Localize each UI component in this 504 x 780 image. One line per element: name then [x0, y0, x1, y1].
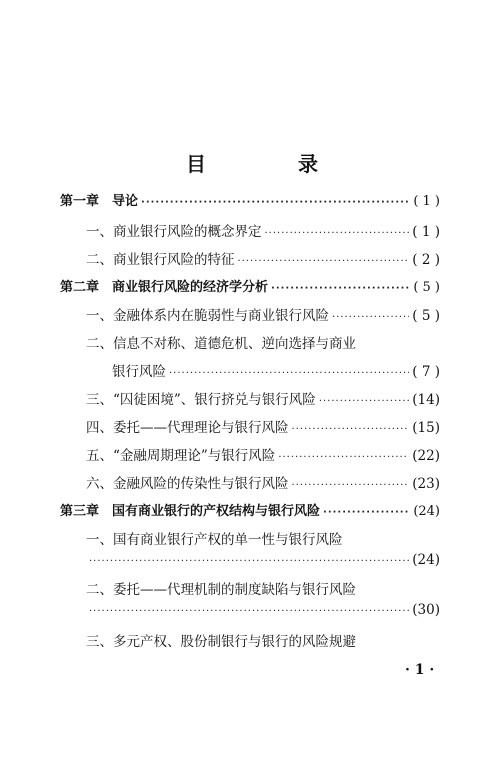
toc-entry-text: 二、信息不对称、道德危机、逆向选择与商业 — [86, 336, 356, 352]
leader-dots — [278, 452, 409, 463]
leader-dots — [89, 606, 409, 617]
toc-entry-page: ( 1 ) — [413, 194, 440, 209]
leader-dots — [141, 197, 410, 208]
toc-entry — [60, 304, 440, 328]
toc-entry-page: (24) — [412, 552, 440, 568]
toc-entry-page: (23) — [412, 476, 440, 492]
leader-dots — [265, 228, 410, 239]
toc-entry — [60, 444, 440, 468]
toc-entry — [60, 276, 440, 300]
toc-entry — [60, 416, 440, 440]
toc-entry — [60, 332, 440, 356]
toc-entry-text: 三、多元产权、股份制银行与银行的风险规避 — [86, 634, 356, 650]
toc-entry-text: 四、委托——代理理论与银行风险 — [86, 420, 289, 436]
toc-entry-text: 五、“金融周期理论”与银行风险 — [86, 448, 276, 464]
toc-entry — [60, 578, 440, 602]
toc-entry-text: 一、国有商业银行产权的单一性与银行风险 — [86, 532, 343, 548]
toc-entry — [60, 360, 440, 384]
toc-entry-page: ( 7 ) — [412, 364, 440, 380]
toc-entry-page: (24) — [413, 504, 440, 519]
toc-entry — [60, 552, 440, 576]
toc-entry-page: (15) — [412, 420, 440, 436]
toc-entry-text: 一、商业银行风险的概念界定 — [86, 224, 262, 240]
toc-entry-page: (14) — [412, 392, 440, 408]
page-number: · 1 · — [405, 662, 435, 678]
toc-entry-page: (22) — [412, 448, 440, 464]
toc-entry-page: ( 5 ) — [413, 280, 440, 295]
toc-entry-text: 第三章 国有商业银行的产权结构与银行风险 — [60, 504, 321, 519]
leader-dots — [238, 256, 410, 267]
toc-entry — [60, 248, 440, 272]
page-title: 目 录 — [186, 152, 354, 176]
toc-entry — [60, 630, 440, 654]
leader-dots — [89, 556, 409, 567]
leader-dots — [292, 480, 410, 491]
toc-entry — [60, 472, 440, 496]
toc-entry — [60, 220, 440, 244]
toc-entry — [60, 528, 440, 552]
toc-entry — [60, 602, 440, 626]
leader-dots — [271, 283, 410, 294]
toc-entry — [60, 500, 440, 524]
toc-entry-text: 二、商业银行风险的特征 — [86, 252, 235, 268]
leader-dots — [169, 368, 409, 379]
toc-entry — [60, 190, 440, 214]
toc-entry — [60, 388, 440, 412]
toc-entry-page: ( 2 ) — [412, 252, 440, 268]
toc-entry-page: ( 1 ) — [412, 224, 440, 240]
toc-entry-text: 三、“囚徒困境”、银行挤兑与银行风险 — [86, 392, 316, 408]
toc-entry-text: 一、金融体系内在脆弱性与商业银行风险 — [86, 308, 329, 324]
leader-dots — [332, 312, 409, 323]
toc-entry-text: 六、金融风险的传染性与银行风险 — [86, 476, 289, 492]
leader-dots — [323, 507, 410, 518]
leader-dots — [292, 424, 410, 435]
toc-entry-page: (30) — [412, 602, 440, 618]
toc-entry-text: 二、委托——代理机制的制度缺陷与银行风险 — [86, 582, 356, 598]
toc-entry-text: 第一章 导论 — [60, 194, 139, 209]
toc-entry-page: ( 5 ) — [412, 308, 440, 324]
toc-entry-text: 银行风险 — [112, 364, 166, 380]
toc-entry-text: 第二章 商业银行风险的经济学分析 — [60, 280, 269, 295]
leader-dots — [319, 396, 409, 407]
